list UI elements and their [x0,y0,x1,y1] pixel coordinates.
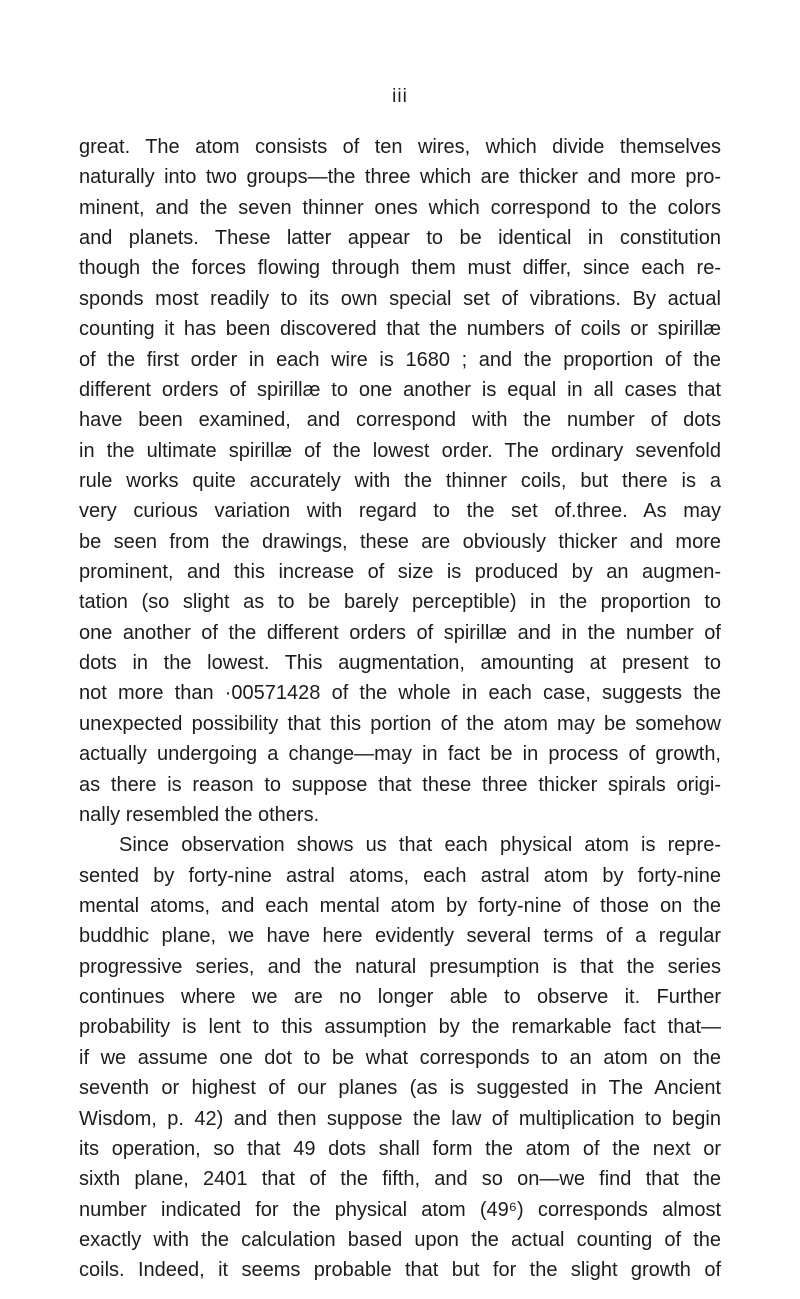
text-line: progressive series, and the natural presumption is that the series [79,955,721,978]
body-text [79,132,721,1286]
text-line: seventh or highest of our planes (as is suggested in The Ancient [79,1077,721,1100]
text-line: great. The atom consists of ten wires, which divide themselves [79,136,721,158]
text-line: coils. Indeed, it seems probable that but for the slight growth of [79,1259,721,1282]
text-line: as there is reason to suppose that these three thicker spirals origi- [79,773,721,796]
text-line: nally resembled the others. [79,803,320,826]
text-line: though the forces flowing through them must differ, since each re- [79,257,721,280]
text-line: counting it has been discovered that the numbers of coils or spirillæ [79,318,721,341]
text-line: sponds most readily to its own special set of vibrations. By actual [79,287,721,310]
text-line: dots in the lowest. This augmentation, amounting at present to [79,652,721,675]
page-number: iii [392,86,408,107]
text-line: number indicated for the physical atom (49⁶) corresponds almost [79,1198,721,1221]
text-line: tation (so slight as to be barely perceptible) in the proportion to [79,591,721,614]
text-line: and planets. These latter appear to be identical in constitution [79,227,721,250]
text-line: different orders of spirillæ to one another is equal in all cases that [79,378,721,401]
text-line: very curious variation with regard to the set of.three. As may [79,500,721,523]
text-line: continues where we are no longer able to observe it. Further [79,986,721,1009]
text-line: sixth plane, 2401 that of the fifth, and so on—we find that the [79,1168,721,1191]
text-line: actually undergoing a change—may in fact be in process of growth, [79,743,721,766]
text-line: probability is lent to this assumption by the remarkable fact that— [79,1016,721,1039]
text-line: have been examined, and correspond with the number of dots [79,409,721,432]
text-line: in the ultimate spirillæ of the lowest order. The ordinary sevenfold [79,439,721,462]
text-line: rule works quite accurately with the thinner coils, but there is a [79,469,721,492]
text-line: unexpected possibility that this portion of the atom may be somehow [79,712,721,735]
text-line: be seen from the drawings, these are obviously thicker and more [79,530,721,553]
text-line: naturally into two groups—the three which are thicker and more pro- [79,166,721,189]
text-line: Since observation shows us that each physical atom is repre- [119,834,721,857]
text-line: Wisdom, p. 42) and then suppose the law of multiplication to begin [79,1107,721,1130]
text-line: not more than ·00571428 of the whole in each case, suggests the [79,682,721,705]
text-line: if we assume one dot to be what corresponds to an atom on the [79,1046,721,1069]
text-line: its operation, so that 49 dots shall form the atom of the next or [79,1137,721,1160]
text-line: mental atoms, and each mental atom by forty-nine of those on the [79,894,721,917]
text-line: prominent, and this increase of size is produced by an augmen- [79,561,721,584]
text-line: minent, and the seven thinner ones which correspond to the colors [79,196,721,219]
text-line: of the first order in each wire is 1680 ; and the proportion of the [79,348,721,371]
text-line: sented by forty-nine astral atoms, each astral atom by forty-nine [79,864,721,887]
text-line: buddhic plane, we have here evidently several terms of a regular [79,925,721,948]
text-line: exactly with the calculation based upon the actual counting of the [79,1228,721,1251]
text-line: one another of the different orders of spirillæ and in the number of [79,621,721,644]
